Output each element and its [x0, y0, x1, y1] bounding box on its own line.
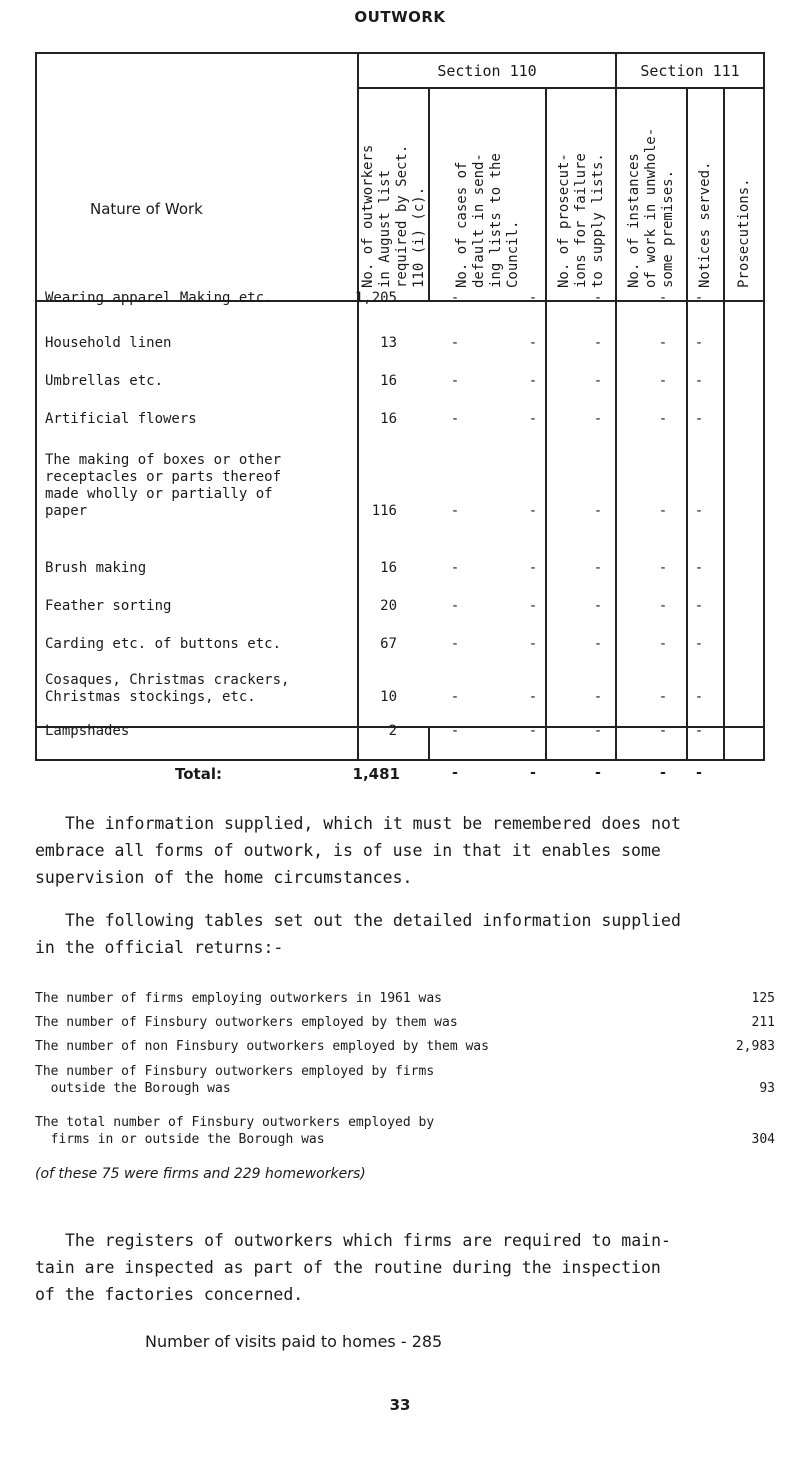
row-label-line: Household linen [45, 335, 172, 351]
empty-cell-dash: - [593, 411, 603, 427]
empty-cell-dash: - [593, 503, 603, 519]
row-label-line: Feather sorting [45, 598, 172, 614]
empty-cell-dash: - [450, 598, 460, 614]
statistic-row [35, 1063, 775, 1097]
outworkers-count: 10 [380, 689, 397, 705]
empty-cell-dash: - [694, 636, 704, 652]
column-header [626, 128, 677, 288]
empty-cell-dash: - [694, 689, 704, 705]
column-header-line: No. of instances [626, 153, 642, 288]
column-header-line: in August list [376, 169, 393, 288]
table-border-bottom [35, 759, 765, 761]
row-label [45, 290, 273, 307]
outworkers-count: 2 [388, 723, 397, 739]
empty-cell-dash: - [528, 689, 538, 705]
table-divider [723, 89, 725, 761]
statistic-row [35, 990, 775, 1007]
outwork-table [35, 52, 765, 783]
empty-cell-dash: - [528, 373, 538, 389]
statistic-text-line: The number of non Finsbury outworkers employed by them was [35, 1039, 489, 1054]
column-header-line: 110 (i) (c). [410, 186, 427, 288]
table-divider [615, 52, 617, 761]
empty-cell-dash: - [450, 411, 460, 427]
empty-cell-dash: - [450, 290, 460, 306]
statistic-value: 2,983 [735, 1039, 775, 1054]
empty-cell-dash: - [593, 598, 603, 614]
row-label-line: Cosaques, Christmas crackers, [45, 672, 290, 688]
table-border-right [763, 52, 765, 761]
column-header-line: some premises. [660, 169, 676, 288]
total-dash: - [450, 765, 460, 781]
paragraph-registers [35, 1227, 770, 1308]
empty-cell-dash: - [528, 598, 538, 614]
empty-cell-dash: - [694, 290, 704, 306]
nature-of-work-header: Nature of Work [90, 200, 203, 218]
empty-cell-dash: - [450, 723, 460, 739]
empty-cell-dash: - [528, 335, 538, 351]
empty-cell-dash: - [658, 335, 668, 351]
statistic-row [35, 1114, 775, 1148]
column-header-line: ing lists to the [487, 153, 504, 288]
empty-cell-dash: - [694, 503, 704, 519]
row-label [45, 672, 289, 706]
outworkers-count: 20 [380, 598, 397, 614]
statistic-text [35, 1014, 458, 1031]
paragraph-line: The following tables set out the detailed information supplied [65, 911, 681, 930]
statistic-text-line: The number of Finsbury outworkers employed by firms [35, 1064, 435, 1079]
row-label [45, 598, 171, 615]
statistic-text [35, 1063, 434, 1097]
paragraph-information [35, 810, 770, 891]
empty-cell-dash: - [694, 411, 704, 427]
paragraph-line: in the official returns:- [35, 938, 284, 957]
row-label-line: Lampshades [45, 723, 130, 739]
empty-cell-dash: - [658, 598, 668, 614]
total-dash: - [528, 765, 538, 781]
row-label-line: made wholly or partially of [45, 486, 273, 502]
row-label-line: The making of boxes or other [45, 452, 282, 468]
table-border-top [35, 52, 765, 54]
section-111-header: Section 111 [640, 62, 740, 80]
empty-cell-dash: - [694, 723, 704, 739]
outworkers-count: 13 [380, 335, 397, 351]
empty-cell-dash: - [658, 503, 668, 519]
statistic-text-line: The number of Finsbury outworkers employed by them was [35, 1015, 458, 1030]
row-label [45, 636, 281, 653]
empty-cell-dash: - [528, 560, 538, 576]
table-border-left [35, 52, 37, 761]
column-header-line: Prosecutions. [735, 178, 752, 288]
empty-cell-dash: - [694, 598, 704, 614]
empty-cell-dash: - [593, 636, 603, 652]
row-label-line: Wearing apparel Making etc. [45, 290, 273, 306]
table-divider [428, 727, 430, 761]
paragraph-line: of the factories concerned. [35, 1285, 304, 1304]
paragraph-line: tain are inspected as part of the routine during the inspection [35, 1258, 661, 1277]
column-header-line: Council. [504, 220, 521, 288]
statistic-row [35, 1014, 775, 1031]
column-header-line: ions for failure [572, 153, 589, 288]
statistic-text-line: The total number of Finsbury outworkers employed by [35, 1115, 435, 1130]
empty-cell-dash: - [593, 689, 603, 705]
column-header [360, 145, 428, 288]
statistic-text [35, 1038, 489, 1055]
statistic-text-line: outside the Borough was [35, 1081, 231, 1096]
total-label: Total: [175, 765, 222, 783]
section-110-header: Section 110 [437, 62, 537, 80]
total-dash: - [694, 765, 704, 781]
row-label-line: paper [45, 503, 88, 519]
statistic-text [35, 1114, 434, 1148]
row-label [45, 560, 146, 577]
paragraph-line: supervision of the home circumstances. [35, 868, 413, 887]
row-label-line: Carding etc. of buttons etc. [45, 636, 282, 652]
outworkers-count: 116 [371, 503, 397, 519]
row-label-line: Christmas stockings, etc. [45, 689, 256, 705]
column-header-line: Notices served. [697, 161, 713, 288]
table-divider [357, 52, 359, 761]
empty-cell-dash: - [528, 636, 538, 652]
column-header-line: of work in unwhole- [643, 127, 659, 288]
empty-cell-dash: - [658, 373, 668, 389]
statistic-text-line: The number of firms employing outworkers in 1961 was [35, 991, 442, 1006]
paragraph-tables [35, 907, 770, 961]
empty-cell-dash: - [694, 560, 704, 576]
row-label-line: receptacles or parts thereof [45, 469, 282, 485]
page-number: 33 [389, 1396, 411, 1414]
empty-cell-dash: - [593, 290, 603, 306]
statistic-text [35, 990, 442, 1007]
row-label [45, 452, 281, 520]
column-header [697, 162, 714, 288]
homeworkers-note: (of these 75 were firms and 229 homeworkers) [35, 1166, 366, 1182]
empty-cell-dash: - [450, 636, 460, 652]
empty-cell-dash: - [528, 411, 538, 427]
row-label [45, 411, 197, 428]
empty-cell-dash: - [593, 335, 603, 351]
column-header-line: No. of outworkers [359, 144, 376, 288]
empty-cell-dash: - [658, 723, 668, 739]
empty-cell-dash: - [528, 503, 538, 519]
outworkers-count: 1,205 [354, 290, 397, 306]
empty-cell-dash: - [593, 560, 603, 576]
statistic-text-line: firms in or outside the Borough was [35, 1132, 325, 1147]
outworkers-count: 67 [380, 636, 397, 652]
empty-cell-dash: - [528, 723, 538, 739]
table-divider [545, 89, 547, 761]
column-header [736, 178, 753, 288]
empty-cell-dash: - [450, 503, 460, 519]
total-value: 1,481 [352, 765, 400, 783]
page-title: OUTWORK [354, 8, 446, 26]
column-header-line: to supply lists. [589, 153, 606, 288]
column-header-line: required by Sect. [393, 144, 410, 288]
empty-cell-dash: - [658, 636, 668, 652]
empty-cell-dash: - [658, 560, 668, 576]
row-label [45, 723, 129, 740]
empty-cell-dash: - [450, 689, 460, 705]
outworkers-count: 16 [380, 373, 397, 389]
empty-cell-dash: - [450, 335, 460, 351]
row-label [45, 373, 163, 390]
paragraph-line: The information supplied, which it must be remembered does not [65, 814, 681, 833]
empty-cell-dash: - [450, 373, 460, 389]
row-label-line: Artificial flowers [45, 411, 197, 427]
column-header [556, 153, 607, 288]
table-divider [428, 89, 430, 302]
empty-cell-dash: - [658, 290, 668, 306]
statistic-value: 125 [751, 991, 775, 1006]
empty-cell-dash: - [593, 723, 603, 739]
total-dash: - [658, 765, 668, 781]
empty-cell-dash: - [658, 411, 668, 427]
column-header [454, 153, 522, 288]
empty-cell-dash: - [658, 689, 668, 705]
row-label-line: Umbrellas etc. [45, 373, 164, 389]
statistic-value: 304 [751, 1132, 775, 1147]
statistic-row [35, 1038, 775, 1055]
empty-cell-dash: - [694, 373, 704, 389]
empty-cell-dash: - [593, 373, 603, 389]
paragraph-line: The registers of outworkers which firms are required to main- [65, 1231, 671, 1250]
column-header-line: default in send- [470, 153, 487, 288]
row-label-line: Brush making [45, 560, 147, 576]
statistic-value: 93 [759, 1081, 775, 1096]
empty-cell-dash: - [694, 335, 704, 351]
table-rule [357, 87, 765, 89]
column-header-line: No. of cases of [453, 161, 470, 288]
paragraph-line: embrace all forms of outwork, is of use in that it enables some [35, 841, 661, 860]
statistic-value: 211 [751, 1015, 775, 1030]
empty-cell-dash: - [528, 290, 538, 306]
visits-count: Number of visits paid to homes - 285 [145, 1332, 443, 1351]
column-header-line: No. of prosecut- [555, 153, 572, 288]
outworkers-count: 16 [380, 560, 397, 576]
total-dash: - [593, 765, 603, 781]
outworkers-count: 16 [380, 411, 397, 427]
row-label [45, 335, 171, 352]
table-divider [686, 89, 688, 761]
empty-cell-dash: - [450, 560, 460, 576]
